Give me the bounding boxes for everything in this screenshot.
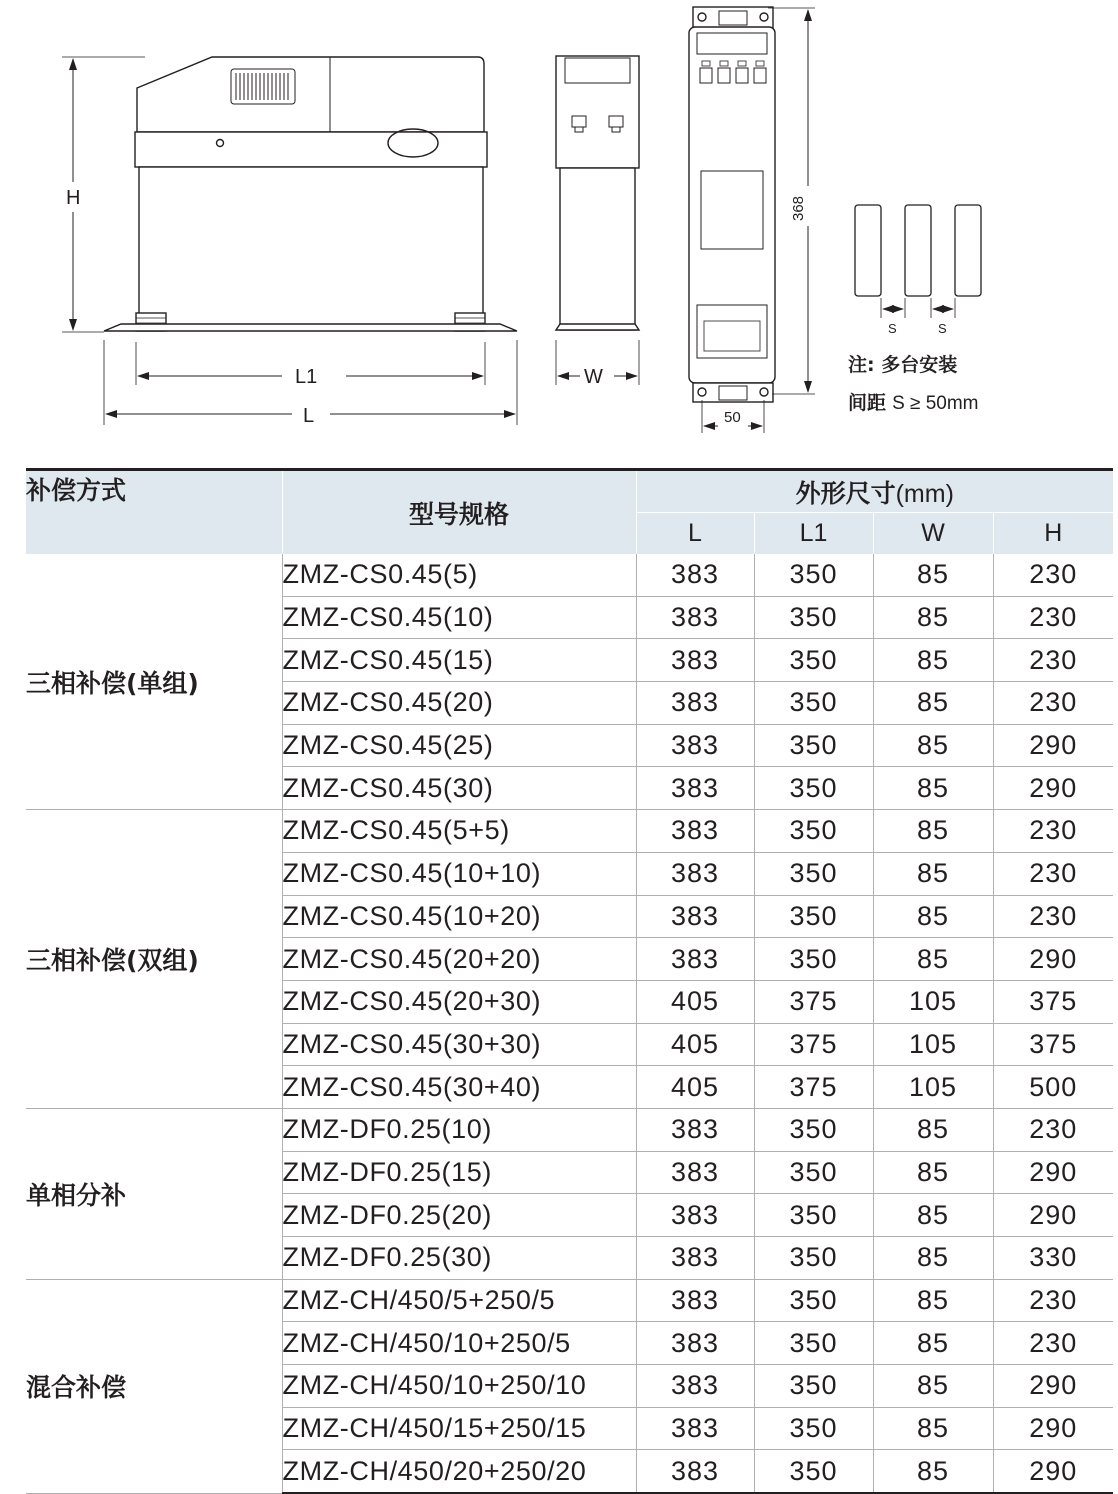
dim-l1-cell: 350 <box>754 1108 873 1151</box>
header-w: W <box>873 513 993 555</box>
dim-l1-cell: 350 <box>754 1279 873 1322</box>
dim-h-cell: 230 <box>993 1279 1113 1322</box>
dim-l-cell: 383 <box>636 852 754 895</box>
dim-l-cell: 383 <box>636 1407 754 1450</box>
dim-l1-cell: 350 <box>754 1322 873 1365</box>
dim-l1-cell: 350 <box>754 1151 873 1194</box>
model-cell: ZMZ-CH/450/20+250/20 <box>282 1450 636 1493</box>
header-l: L <box>636 513 754 555</box>
dim-h-cell: 230 <box>993 554 1113 596</box>
model-cell: ZMZ-CS0.45(25) <box>282 724 636 767</box>
model-cell: ZMZ-CS0.45(10+20) <box>282 895 636 938</box>
dim-l1-cell: 350 <box>754 554 873 596</box>
dim-l1-cell: 350 <box>754 1407 873 1450</box>
label-w: W <box>584 366 603 388</box>
dim-w-cell: 85 <box>873 1108 993 1151</box>
side-view <box>556 56 639 385</box>
dim-w-cell: 105 <box>873 980 993 1023</box>
table-row <box>26 1108 1113 1151</box>
dim-l-cell: 383 <box>636 682 754 725</box>
model-cell: ZMZ-CS0.45(10) <box>282 596 636 639</box>
dim-l1-cell: 350 <box>754 767 873 810</box>
model-cell: ZMZ-CS0.45(10+10) <box>282 852 636 895</box>
model-cell: ZMZ-CS0.45(15) <box>282 639 636 682</box>
dim-l-cell: 383 <box>636 1194 754 1237</box>
dim-l1-cell: 350 <box>754 895 873 938</box>
dim-h-cell: 375 <box>993 1023 1113 1066</box>
header-model: 型号规格 <box>282 470 636 555</box>
dim-h-cell: 230 <box>993 1108 1113 1151</box>
front-view <box>62 57 517 425</box>
label-l1: L1 <box>295 366 318 388</box>
dim-l-cell: 383 <box>636 895 754 938</box>
dim-w-cell: 85 <box>873 724 993 767</box>
model-cell: ZMZ-CS0.45(30+30) <box>282 1023 636 1066</box>
dim-h-cell: 500 <box>993 1066 1113 1109</box>
dim-l-cell: 383 <box>636 596 754 639</box>
dim-l1-cell: 350 <box>754 682 873 725</box>
dim-h-cell: 230 <box>993 895 1113 938</box>
model-cell: ZMZ-CS0.45(30+40) <box>282 1066 636 1109</box>
label-l: L <box>303 405 315 427</box>
dim-l1-cell: 350 <box>754 1365 873 1408</box>
dim-l1-cell: 350 <box>754 1450 873 1493</box>
dim-w-cell: 105 <box>873 1066 993 1109</box>
dim-h-cell: 290 <box>993 724 1113 767</box>
header-method: 补偿方式 <box>26 470 282 555</box>
dim-h-cell: 290 <box>993 767 1113 810</box>
model-cell: ZMZ-CH/450/15+250/15 <box>282 1407 636 1450</box>
dim-l-cell: 383 <box>636 1279 754 1322</box>
dim-h-cell: 290 <box>993 1151 1113 1194</box>
dim-w-cell: 85 <box>873 1279 993 1322</box>
dim-h-cell: 230 <box>993 596 1113 639</box>
dim-l1-cell: 350 <box>754 1194 873 1237</box>
model-cell: ZMZ-DF0.25(15) <box>282 1151 636 1194</box>
compensation-method-cell: 混合补偿 <box>26 1279 282 1493</box>
dim-l1-cell: 350 <box>754 852 873 895</box>
note-spacing <box>848 388 979 415</box>
dim-l-cell: 383 <box>636 1322 754 1365</box>
dim-l-cell: 383 <box>636 1365 754 1408</box>
dim-l-cell: 383 <box>636 724 754 767</box>
header-l1: L1 <box>754 513 873 555</box>
dim-w-cell: 85 <box>873 1450 993 1493</box>
dim-l1-cell: 350 <box>754 639 873 682</box>
dim-l1-cell: 375 <box>754 1023 873 1066</box>
dim-l1-cell: 350 <box>754 724 873 767</box>
dim-w-cell: 105 <box>873 1023 993 1066</box>
model-cell: ZMZ-DF0.25(10) <box>282 1108 636 1151</box>
note-spacing-label: 间距 <box>848 392 887 414</box>
dim-h-cell: 230 <box>993 852 1113 895</box>
dim-l-cell: 405 <box>636 1066 754 1109</box>
compensation-method-cell: 单相分补 <box>26 1108 282 1279</box>
model-cell: ZMZ-CS0.45(20+30) <box>282 980 636 1023</box>
dim-l-cell: 383 <box>636 1450 754 1493</box>
dim-w-cell: 85 <box>873 1407 993 1450</box>
dim-l1-cell: 375 <box>754 1066 873 1109</box>
dim-w-cell: 85 <box>873 1365 993 1408</box>
model-cell: ZMZ-CS0.45(20+20) <box>282 938 636 981</box>
dim-l1-cell: 375 <box>754 980 873 1023</box>
header-dims <box>636 470 1113 513</box>
dim-h-cell: 375 <box>993 980 1113 1023</box>
label-h: H <box>66 187 81 209</box>
model-cell: ZMZ-DF0.25(20) <box>282 1194 636 1237</box>
model-cell: ZMZ-CS0.45(5) <box>282 554 636 596</box>
table-row <box>26 810 1113 853</box>
dim-w-cell: 85 <box>873 895 993 938</box>
label-s-2: S <box>938 321 947 336</box>
dim-l-cell: 383 <box>636 767 754 810</box>
dim-h-cell: 230 <box>993 810 1113 853</box>
model-cell: ZMZ-CS0.45(5+5) <box>282 810 636 853</box>
dim-w-cell: 85 <box>873 938 993 981</box>
dim-w-cell: 85 <box>873 1322 993 1365</box>
dim-w-cell: 85 <box>873 1194 993 1237</box>
dim-l-cell: 383 <box>636 554 754 596</box>
model-cell: ZMZ-CH/450/10+250/5 <box>282 1322 636 1365</box>
dim-h-cell: 230 <box>993 1322 1113 1365</box>
spacing-illustration <box>855 205 981 318</box>
label-s-1: S <box>888 321 897 336</box>
dim-l-cell: 383 <box>636 938 754 981</box>
model-cell: ZMZ-CH/450/5+250/5 <box>282 1279 636 1322</box>
compensation-method-cell: 三相补偿(单组) <box>26 554 282 810</box>
dim-l1-cell: 350 <box>754 1237 873 1280</box>
model-cell: ZMZ-CS0.45(20) <box>282 682 636 725</box>
table-row <box>26 554 1113 596</box>
dim-h-cell: 230 <box>993 639 1113 682</box>
dim-w-cell: 85 <box>873 1237 993 1280</box>
dim-l-cell: 383 <box>636 1151 754 1194</box>
dim-l-cell: 383 <box>636 639 754 682</box>
dim-h-cell: 230 <box>993 682 1113 725</box>
dim-l-cell: 405 <box>636 1023 754 1066</box>
model-cell: ZMZ-CS0.45(30) <box>282 767 636 810</box>
dim-l1-cell: 350 <box>754 810 873 853</box>
compensation-method-cell: 三相补偿(双组) <box>26 810 282 1109</box>
header-dims-unit: (mm) <box>895 479 954 508</box>
dim-h-cell: 290 <box>993 938 1113 981</box>
dim-w-cell: 85 <box>873 596 993 639</box>
label-50: 50 <box>724 409 741 426</box>
dim-l-cell: 383 <box>636 810 754 853</box>
dim-l1-cell: 350 <box>754 596 873 639</box>
dim-w-cell: 85 <box>873 682 993 725</box>
dim-w-cell: 85 <box>873 810 993 853</box>
dim-h-cell: 290 <box>993 1194 1113 1237</box>
dim-h-cell: 290 <box>993 1450 1113 1493</box>
dim-w-cell: 85 <box>873 554 993 596</box>
dim-h-cell: 290 <box>993 1365 1113 1408</box>
dim-h-cell: 290 <box>993 1407 1113 1450</box>
table-row <box>26 1279 1113 1322</box>
model-cell: ZMZ-DF0.25(30) <box>282 1237 636 1280</box>
dim-l1-cell: 350 <box>754 938 873 981</box>
header-dims-label: 外形尺寸 <box>795 478 896 508</box>
dim-h-cell: 330 <box>993 1237 1113 1280</box>
note-spacing-value: S ≥ 50mm <box>892 393 979 414</box>
dim-w-cell: 85 <box>873 1151 993 1194</box>
header-h: H <box>993 513 1113 555</box>
dim-l-cell: 383 <box>636 1237 754 1280</box>
dim-l-cell: 383 <box>636 1108 754 1151</box>
note-title: 注: 多台安装 <box>848 354 958 376</box>
model-cell: ZMZ-CH/450/10+250/10 <box>282 1365 636 1408</box>
spec-table <box>26 468 1113 1494</box>
spec-body <box>26 554 1113 1493</box>
dim-w-cell: 85 <box>873 852 993 895</box>
dim-l-cell: 405 <box>636 980 754 1023</box>
label-368: 368 <box>790 195 807 221</box>
dim-w-cell: 85 <box>873 639 993 682</box>
dim-w-cell: 85 <box>873 767 993 810</box>
